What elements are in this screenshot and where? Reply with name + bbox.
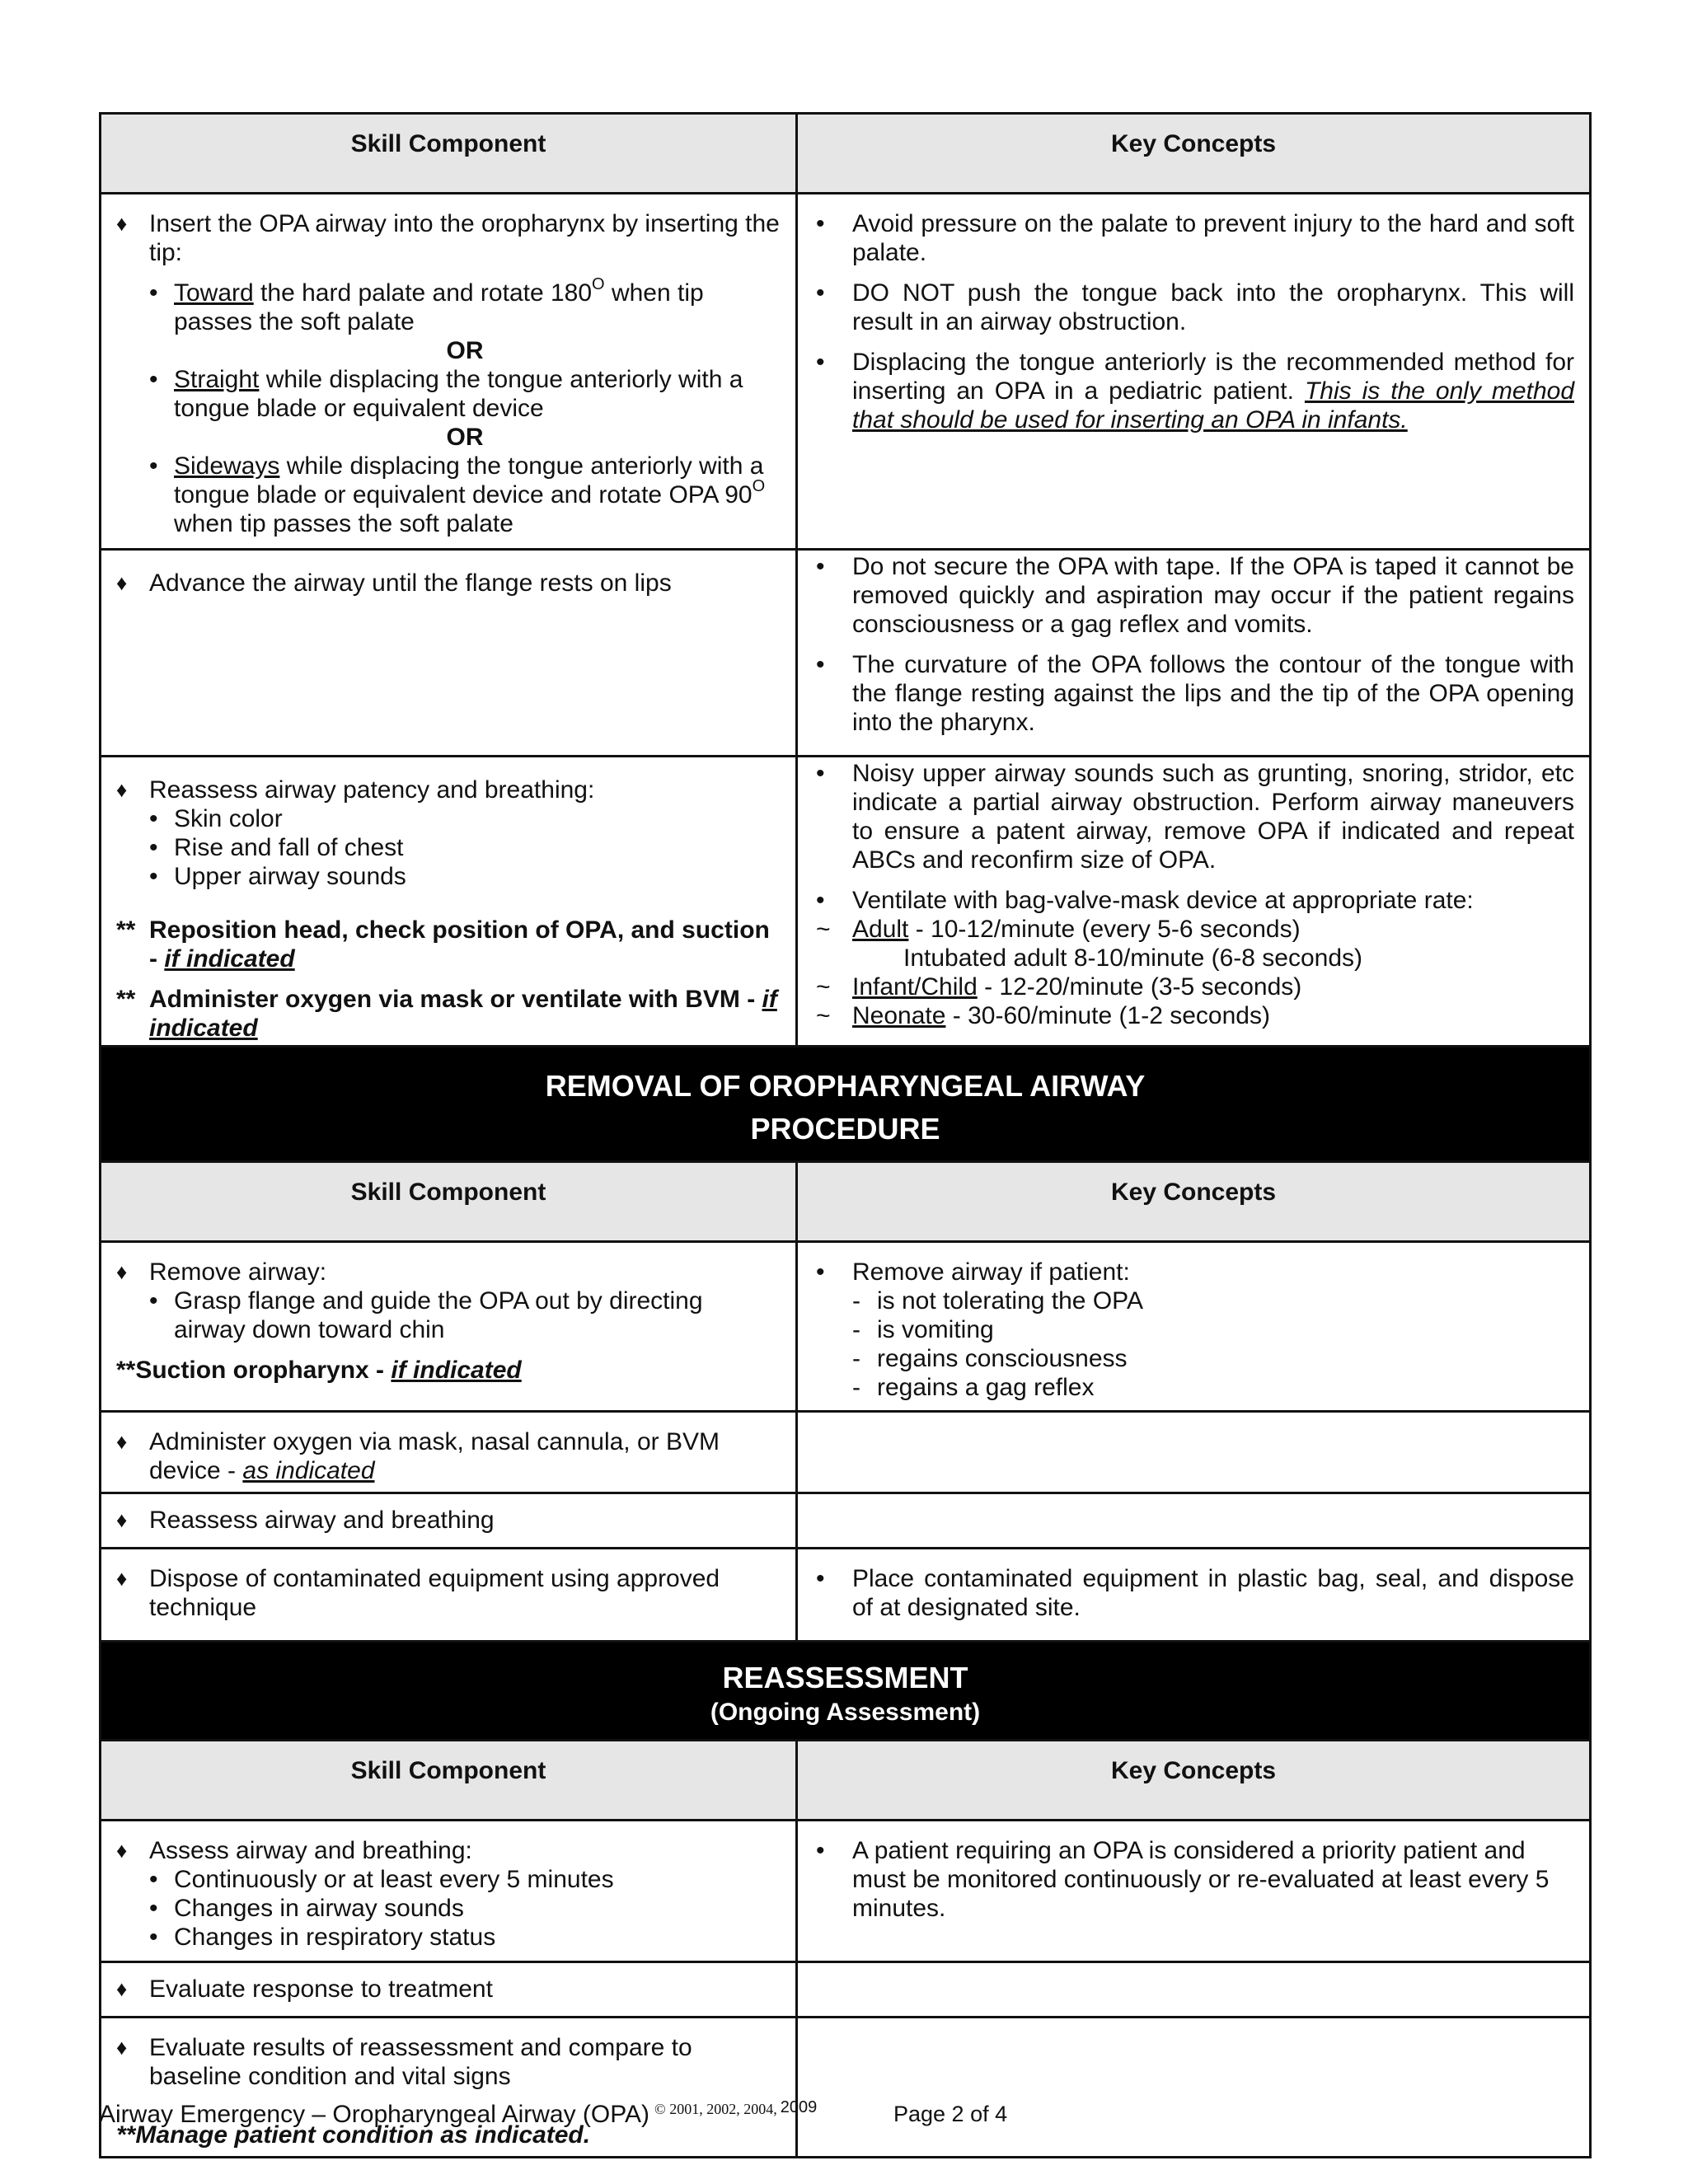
key-concepts-cell <box>797 1821 1591 1962</box>
diamond-bullet-icon: ♦ <box>116 1838 128 1863</box>
or-label: OR <box>446 337 484 364</box>
skill-cell <box>101 2018 797 2158</box>
bullet-icon: • <box>816 887 825 914</box>
key-concept-text: Ventilate with bag-valve-mask device at appropriate rate: <box>852 887 1474 914</box>
double-asterisk-icon: ** <box>116 986 136 1013</box>
step-text: Evaluate results of reassessment and compare to baseline condition and vital signs <box>149 2034 692 2090</box>
step-text: Administer oxygen via mask, nasal cannula, or BVM device - as indicated <box>149 1428 720 1484</box>
section-title: REASSESSMENT <box>722 1661 968 1694</box>
dash-icon: - <box>852 1287 860 1315</box>
bullet-icon: • <box>149 834 158 861</box>
table-row <box>101 2018 1591 2158</box>
step-text: Reassess airway and breathing <box>149 1507 495 1534</box>
header-row <box>101 1162 1591 1242</box>
key-concept-text: Do not secure the OPA with tape. If the OPA is taped it cannot be removed quickly and aspiration may occur if the patient regains consciousness or a gag reflex and vomits. <box>852 553 1574 638</box>
or-label: OR <box>446 424 484 451</box>
note-text: **Suction oropharynx - if indicated <box>116 1357 522 1384</box>
tilde-icon: ~ <box>816 1002 831 1029</box>
diamond-bullet-icon: ♦ <box>116 570 128 595</box>
bullet-icon: • <box>816 1837 825 1864</box>
bullet-icon: • <box>149 1895 158 1922</box>
rate-text: Neonate - 30-60/minute (1-2 seconds) <box>852 1002 1270 1029</box>
bullet-icon: • <box>149 452 158 480</box>
bullet-icon: • <box>816 279 825 307</box>
step-text: Dispose of contaminated equipment using approved technique <box>149 1565 720 1621</box>
document <box>99 112 1589 2158</box>
key-concept-text: Noisy upper airway sounds such as grunting, snoring, stridor, etc indicate a partial airway obstruction. Perform airway maneuvers to ensure a patent airway, remove OPA if indicated and repeat ABCs and reconfirm size of OPA. <box>852 760 1574 874</box>
header-row <box>101 114 1591 194</box>
bullet-icon: • <box>149 1866 158 1893</box>
list-item: Skin color <box>174 805 283 832</box>
step-text: Assess airway and breathing: <box>149 1837 472 1864</box>
section-band <box>101 1047 1591 1162</box>
diamond-bullet-icon: ♦ <box>116 1976 128 2001</box>
note-text: **Manage patient condition as indicated. <box>116 2121 591 2149</box>
note-text: Reposition head, check position of OPA, and suction - if indicated <box>149 916 770 972</box>
skill-component-header: Skill Component <box>101 114 797 194</box>
list-item: Changes in airway sounds <box>174 1895 464 1922</box>
key-concept-text: A patient requiring an OPA is considered a priority patient and must be monitored continuously or re-evaluated at least every 5 minutes. <box>852 1837 1550 1922</box>
skill-component-header: Skill Component <box>101 1162 797 1242</box>
step-text: Advance the airway until the flange rests on lips <box>149 569 672 597</box>
bullet-icon: • <box>816 553 825 580</box>
table-row <box>101 1242 1591 1412</box>
copyright-year: 2009 <box>780 2098 818 2116</box>
key-concept-text: Remove airway if patient: <box>852 1258 1130 1286</box>
copyright-notice: © 2001, 2002, 2004, <box>654 2101 777 2117</box>
table-row <box>101 757 1591 1047</box>
option-text: Toward the hard palate and rotate $180^O$ when tip passes the soft palate <box>174 275 704 335</box>
diamond-bullet-icon: ♦ <box>116 211 128 236</box>
list-item: is vomiting <box>877 1316 994 1343</box>
key-concepts-cell <box>797 1493 1591 1549</box>
step-text: Insert the OPA airway into the oropharynx by inserting the tip: <box>149 210 780 266</box>
dash-icon: - <box>852 1374 860 1401</box>
key-concepts-cell <box>797 2018 1591 2158</box>
list-item: Upper airway sounds <box>174 863 406 890</box>
rate-text: Adult - 10-12/minute (every 5-6 seconds) <box>852 916 1301 943</box>
dash-icon: - <box>852 1316 860 1343</box>
bullet-icon: • <box>816 349 825 376</box>
key-concepts-cell <box>797 550 1591 757</box>
list-item: Rise and fall of chest <box>174 834 404 861</box>
bullet-icon: • <box>816 1565 825 1592</box>
list-item: regains a gag reflex <box>877 1374 1095 1401</box>
section-subtitle: (Ongoing Assessment) <box>710 1699 981 1726</box>
table-row <box>101 1549 1591 1642</box>
section-title-band <box>101 1642 1591 1741</box>
bullet-icon: • <box>816 651 825 678</box>
diamond-bullet-icon: ♦ <box>116 1259 128 1284</box>
section-title-band <box>101 1047 1591 1162</box>
footer-title: Airway Emergency – Oropharyngeal Airway (OPA) <box>99 2101 650 2128</box>
table-row <box>101 1962 1591 2018</box>
section-title: REMOVAL OF OROPHARYNGEAL AIRWAY <box>545 1069 1146 1103</box>
skill-cell <box>101 1962 797 2018</box>
list-item: regains consciousness <box>877 1345 1128 1372</box>
bullet-icon: • <box>816 760 825 787</box>
step-text: Evaluate response to treatment <box>149 1975 493 2003</box>
skill-cell <box>101 1412 797 1493</box>
option-text: Sideways while displacing the tongue anteriorly with a tongue blade or equivalent device and rotate OPA $90^O$ when tip passes the soft palate <box>174 452 766 537</box>
key-concepts-header: Key Concepts <box>797 1741 1591 1821</box>
list-item: Continuously or at least every 5 minutes <box>174 1866 614 1893</box>
diamond-bullet-icon: ♦ <box>116 1566 128 1591</box>
key-concepts-cell <box>797 194 1591 550</box>
bullet-icon: • <box>149 1924 158 1951</box>
rate-text: Intubated adult 8-10/minute (6-8 seconds) <box>903 944 1363 972</box>
page-number: Page 2 of 4 <box>893 2102 1008 2126</box>
tilde-icon: ~ <box>816 973 831 1001</box>
skill-cell <box>101 1493 797 1549</box>
bullet-icon: • <box>149 805 158 832</box>
key-concept-text: Place contaminated equipment in plastic bag, seal, and dispose of at designated site. <box>852 1565 1574 1621</box>
table-row <box>101 194 1591 550</box>
table-row <box>101 1412 1591 1493</box>
bullet-icon: • <box>816 210 825 237</box>
key-concepts-cell <box>797 1242 1591 1412</box>
skill-cell <box>101 550 797 757</box>
diamond-bullet-icon: ♦ <box>116 1507 128 1532</box>
diamond-bullet-icon: ♦ <box>116 777 128 802</box>
skill-cell <box>101 1821 797 1962</box>
key-concept-text: The curvature of the OPA follows the contour of the tongue with the flange resting against the lips and the tip of the OPA opening into the pharynx. <box>852 651 1574 736</box>
key-concepts-cell <box>797 1549 1591 1642</box>
section-subtitle: PROCEDURE <box>750 1112 940 1146</box>
table-row <box>101 550 1591 757</box>
skill-cell <box>101 1549 797 1642</box>
skill-cell <box>101 1242 797 1412</box>
tilde-icon: ~ <box>816 916 831 943</box>
list-item: Changes in respiratory status <box>174 1924 496 1951</box>
double-asterisk-icon: ** <box>116 916 136 944</box>
diamond-bullet-icon: ♦ <box>116 1429 128 1454</box>
key-concepts-header: Key Concepts <box>797 114 1591 194</box>
key-concept-text: Avoid pressure on the palate to prevent injury to the hard and soft palate. <box>852 210 1574 266</box>
step-text: Reassess airway patency and breathing: <box>149 776 595 804</box>
bullet-icon: • <box>816 1258 825 1286</box>
key-concept-text: Displacing the tongue anteriorly is the recommended method for inserting an OPA in a pediatric patient. This is the only method that should be used for inserting an OPA in infants. <box>852 349 1574 434</box>
list-item: Grasp flange and guide the OPA out by directing airway down toward chin <box>174 1287 703 1343</box>
table-row <box>101 1493 1591 1549</box>
skill-cell <box>101 194 797 550</box>
bullet-icon: • <box>149 279 158 307</box>
key-concepts-cell <box>797 757 1591 1047</box>
bullet-icon: • <box>149 863 158 890</box>
dash-icon: - <box>852 1345 860 1372</box>
option-text: Straight while displacing the tongue anteriorly with a tongue blade or equivalent device <box>174 366 743 422</box>
step-text: Remove airway: <box>149 1258 327 1286</box>
skill-cell <box>101 757 797 1047</box>
table-row <box>101 1821 1591 1962</box>
page-footer <box>99 2098 1008 2129</box>
rate-text: Infant/Child - 12-20/minute (3-5 seconds) <box>852 973 1302 1001</box>
header-row <box>101 1741 1591 1821</box>
section-band <box>101 1642 1591 1741</box>
note-text: Administer oxygen via mask or ventilate with BVM - if indicated <box>149 986 777 1042</box>
bullet-icon: • <box>149 1287 158 1315</box>
diamond-bullet-icon: ♦ <box>116 2035 128 2060</box>
bullet-icon: • <box>149 366 158 393</box>
list-item: is not tolerating the OPA <box>877 1287 1143 1315</box>
skill-component-header: Skill Component <box>101 1741 797 1821</box>
skills-table <box>99 112 1592 2158</box>
key-concepts-cell <box>797 1962 1591 2018</box>
key-concepts-cell <box>797 1412 1591 1493</box>
key-concept-text: DO NOT push the tongue back into the oropharynx. This will result in an airway obstruction. <box>852 279 1574 335</box>
key-concepts-header: Key Concepts <box>797 1162 1591 1242</box>
